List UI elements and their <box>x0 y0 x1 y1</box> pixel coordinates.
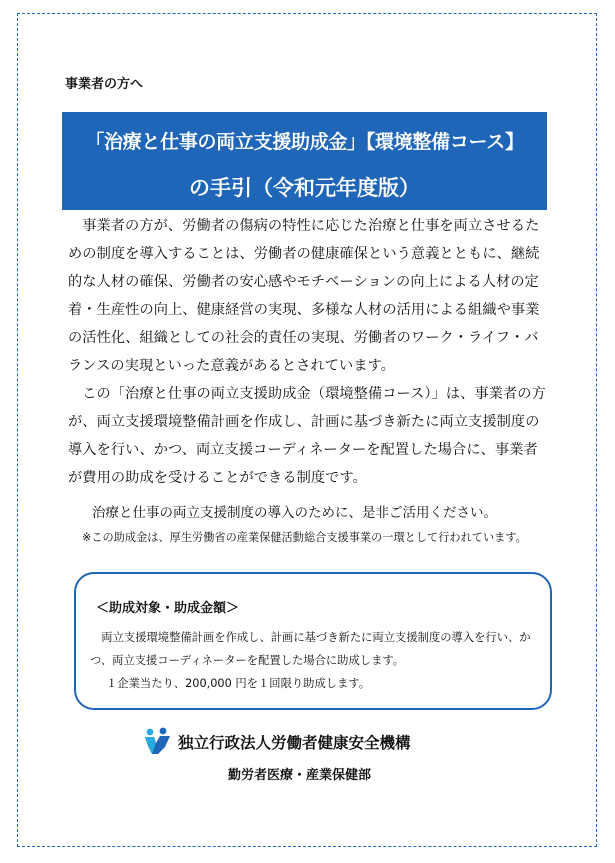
encourage-text: 治療と仕事の両立支援制度の導入のために、是非ご活用ください。 <box>92 505 497 521</box>
title-line-2: の手引（令和元年度版） <box>189 176 420 200</box>
johas-logo-icon <box>143 727 173 755</box>
program-note: ※この助成金は、厚生労働省の産業保健活動総合支援事業の一環として行われています。 <box>82 531 527 544</box>
grant-amount: １企業当たり、200,000 円を１回限り助成します。 <box>106 677 371 690</box>
grant-info-box <box>74 572 552 710</box>
intro-paragraph-1: 事業者の方が、労働者の傷病の特性に応じた治療と仕事を両立させるための制度を導入することは、労働者の健康確保という意義とともに、継続的な人材の確保、労働者の安心感やモチベーションの向上による人材の定着・生産性の向上、健康経営の実現、多様な人材の活用による組織や事業の活性化、組織としての社会的責任の実現、労働者のワーク・ライフ・バランスの実現といった意義があるとされています。 <box>68 218 540 374</box>
organization-name: 独立行政法人労働者健康安全機構 <box>178 734 411 752</box>
intro-paragraph-2: この「治療と仕事の両立支援助成金（環境整備コース）」は、事業者の方が、両立支援環境整備計画を作成し、計画に基づき新たに両立支援制度の導入を行い、かつ、両立支援コーディネーターを配置した場合に、事業者が費用の助成を受けることができる制度です。 <box>68 386 546 486</box>
grant-heading: ＜助成対象・助成金額＞ <box>96 601 240 616</box>
addressee-label: 事業者の方へ <box>65 77 144 92</box>
title-line-1: 「治療と仕事の両立支援助成金」【環境整備コース】 <box>85 131 524 153</box>
grant-description: 両立支援環境整備計画を作成し、計画に基づき新たに両立支援制度の導入を行い、かつ、両立支援コーディネーターを配置した場合に助成します。 <box>90 631 531 667</box>
department-name: 勤労者医療・産業保健部 <box>228 768 372 783</box>
title-banner <box>62 112 547 210</box>
intro-body <box>68 212 546 492</box>
